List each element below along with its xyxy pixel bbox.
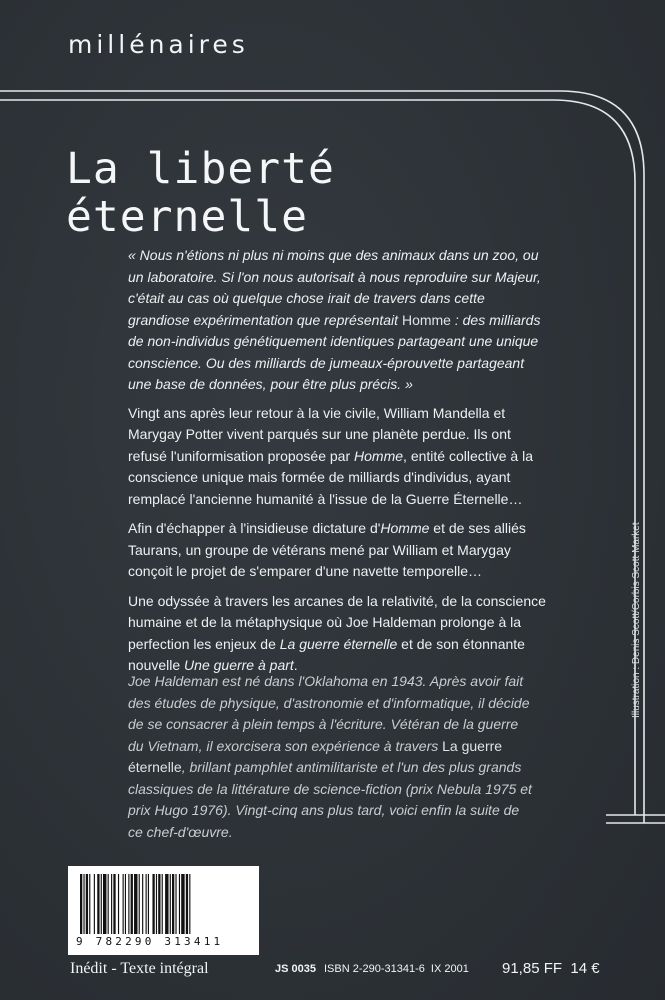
- author-bio: Joe Haldeman est né dans l'Oklahoma en 1943. Après avoir fait des études de physique, d'astronomie et d'informatique, il décide de se consacrer à plein temps à l'écriture. Vétéran de la guerre du Vietnam, il exorcisera son expérience à travers La guerre éternelle, brillant pamphlet antimilitariste et l'un des plus grands classiques de la littérature de science-fiction (prix Nebula 1975 et prix Hugo 1976). Vingt-cinq ans plus tard, voici enfin la suite de ce chef-d'œuvre.: [128, 673, 532, 840]
- blurb-paragraph-3: Une odyssée à travers les arcanes de la relativité, de la conscience humaine et de la métaphysique où Joe Haldeman prolonge à la perfection les enjeux de La guerre éternelle et de son étonnante nouvelle Une guerre à part.: [128, 592, 546, 673]
- book-title: [66, 145, 486, 241]
- bio-book-title: La guerre éternelle: [128, 737, 503, 775]
- title-line-2: éternelle: [66, 192, 308, 242]
- opening-quote: « Nous n'étions ni plus ni moins que des animaux dans un zoo, ou un laboratoire. Si l'on nous autorisait à nous reproduire sur Majeur, c'était au cas où quelque chose irait de travers dans cette grandiose expérimentation que représentait Homme : des milliards de non-individus génétiquement identiques partageant une unique conscience. Ou des milliards de jumeaux-éprouvette partageant une base de données, pour être plus précis. »: [128, 247, 541, 392]
- blurb-paragraph-1: Vingt ans après leur retour à la vie civile, William Mandella et Marygay Potter vivent parqués sur une planète perdue. Ils ont refusé l'uniformisation proposée par Homme, entité collective à la conscience unique mais formée de milliards d'individus, ayant remplacé l'ancienne humanité à l'issue de la Guerre Éternelle…: [128, 404, 534, 507]
- ix-date: IX 2001: [430, 963, 469, 975]
- quote-homme: Homme: [401, 311, 451, 328]
- series-name: millénaires: [68, 30, 249, 59]
- illustration-credit: Illustration : Denis Scott/Corbis Scott Market: [631, 522, 642, 718]
- barcode-bars: [78, 874, 249, 934]
- isbn: ISBN 2-290-31341-6: [323, 963, 425, 975]
- blurb: [128, 245, 548, 685]
- blurb-paragraph-2: Afin d'échapper à l'insidieuse dictature d'Homme et de ses alliés Taurans, un groupe de vétérans mené par William et Marygay conçoit le projet de s'emparer d'une navette temporelle…: [128, 520, 526, 579]
- title-line-1: La liberté: [66, 144, 335, 194]
- edition-label: Inédit - Texte intégral: [70, 960, 209, 977]
- catalog-code: JS 0035: [275, 963, 316, 975]
- barcode: [68, 866, 259, 955]
- price: [502, 960, 600, 977]
- barcode-number: 9 782290 313411: [76, 935, 224, 948]
- price-ff: 91,85 FF: [502, 960, 563, 977]
- price-eur: 14 €: [570, 960, 600, 977]
- catalog-info: [275, 963, 469, 975]
